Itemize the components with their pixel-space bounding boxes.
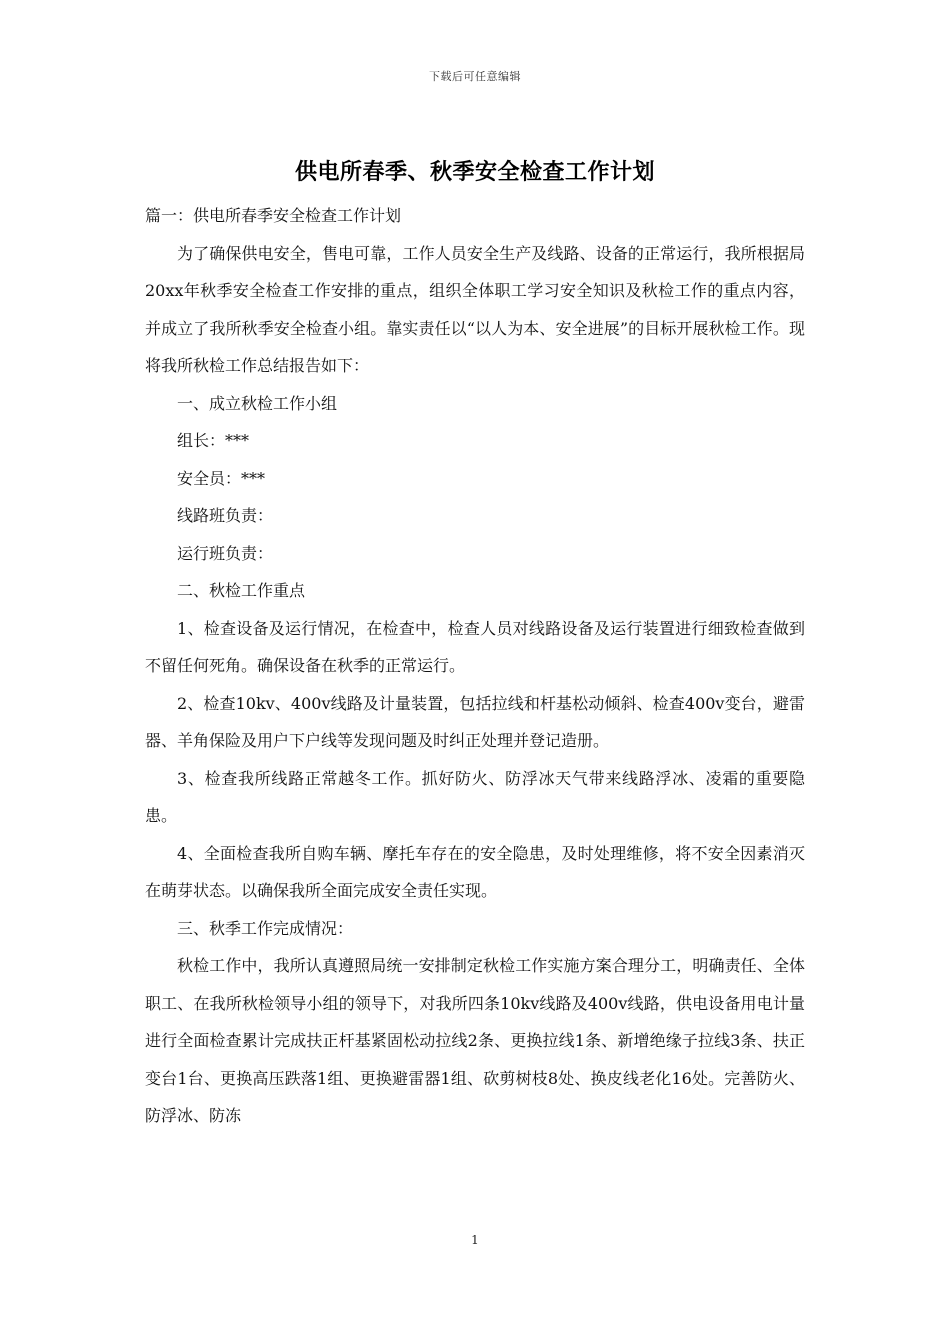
paragraph: 3、检查我所线路正常越冬工作。抓好防火、防浮冰天气带来线路浮冰、凌霜的重要隐患。	[145, 768, 805, 825]
page-number: 1	[471, 1233, 479, 1247]
paragraph: 二、秋检工作重点	[177, 581, 306, 600]
paragraph: 为了确保供电安全，售电可靠，工作人员安全生产及线路、设备的正常运行，我所根据局20xx年秋季安全检查工作安排的重点，组织全体职工学习安全知识及秋检工作的重点内容，并成立了我所秋季安全检查小组。靠实责任以“以人为本、安全进展”的目标开展秋检工作。现将我所秋检工作总结报告如下：	[145, 243, 805, 375]
header-note: 下载后可任意编辑	[429, 70, 521, 83]
paragraph: 线路班负责：	[177, 506, 274, 525]
document-title: 供电所春季、秋季安全检查工作计划	[294, 159, 655, 185]
paragraph: 三、秋季工作完成情况：	[177, 918, 354, 938]
paragraph: 4、全面检查我所自购车辆、摩托车存在的安全隐患，及时处理维修，将不安全因素消灭在萌芽状态。以确保我所全面完成安全责任实现。	[145, 843, 805, 900]
paragraph: 安全员：***	[177, 468, 266, 488]
paragraph: 组长：***	[177, 431, 250, 450]
section-heading: 篇一：供电所春季安全检查工作计划	[145, 206, 402, 225]
paragraph: 1、检查设备及运行情况，在检查中，检查人员对线路设备及运行装置进行细致检查做到不留任何死角。确保设备在秋季的正常运行。	[145, 618, 805, 675]
paragraph: 秋检工作中，我所认真遵照局统一安排制定秋检工作实施方案合理分工，明确责任、全体职工、在我所秋检领导小组的领导下，对我所四条10kv线路及400v线路，供电设备用电计量进行全面检查累计完成扶正杆基紧固松动拉线2条、更换拉线1条、新增绝缘子拉线3条、扶正变台1台、更换高压跌落1组、更换避雷器1组、砍剪树枝8处、换皮线老化16处。完善防火、防浮冰、防冻	[145, 956, 805, 1125]
document-body	[145, 197, 805, 1135]
paragraph: 一、成立秋检工作小组	[177, 393, 338, 413]
paragraph: 2、检查10kv、400v线路及计量装置，包括拉线和杆基松动倾斜、检查400v变台，避雷器、羊角保险及用户下户线等发现问题及时纠正处理并登记造册。	[145, 693, 805, 750]
paragraph: 运行班负责：	[177, 543, 274, 563]
